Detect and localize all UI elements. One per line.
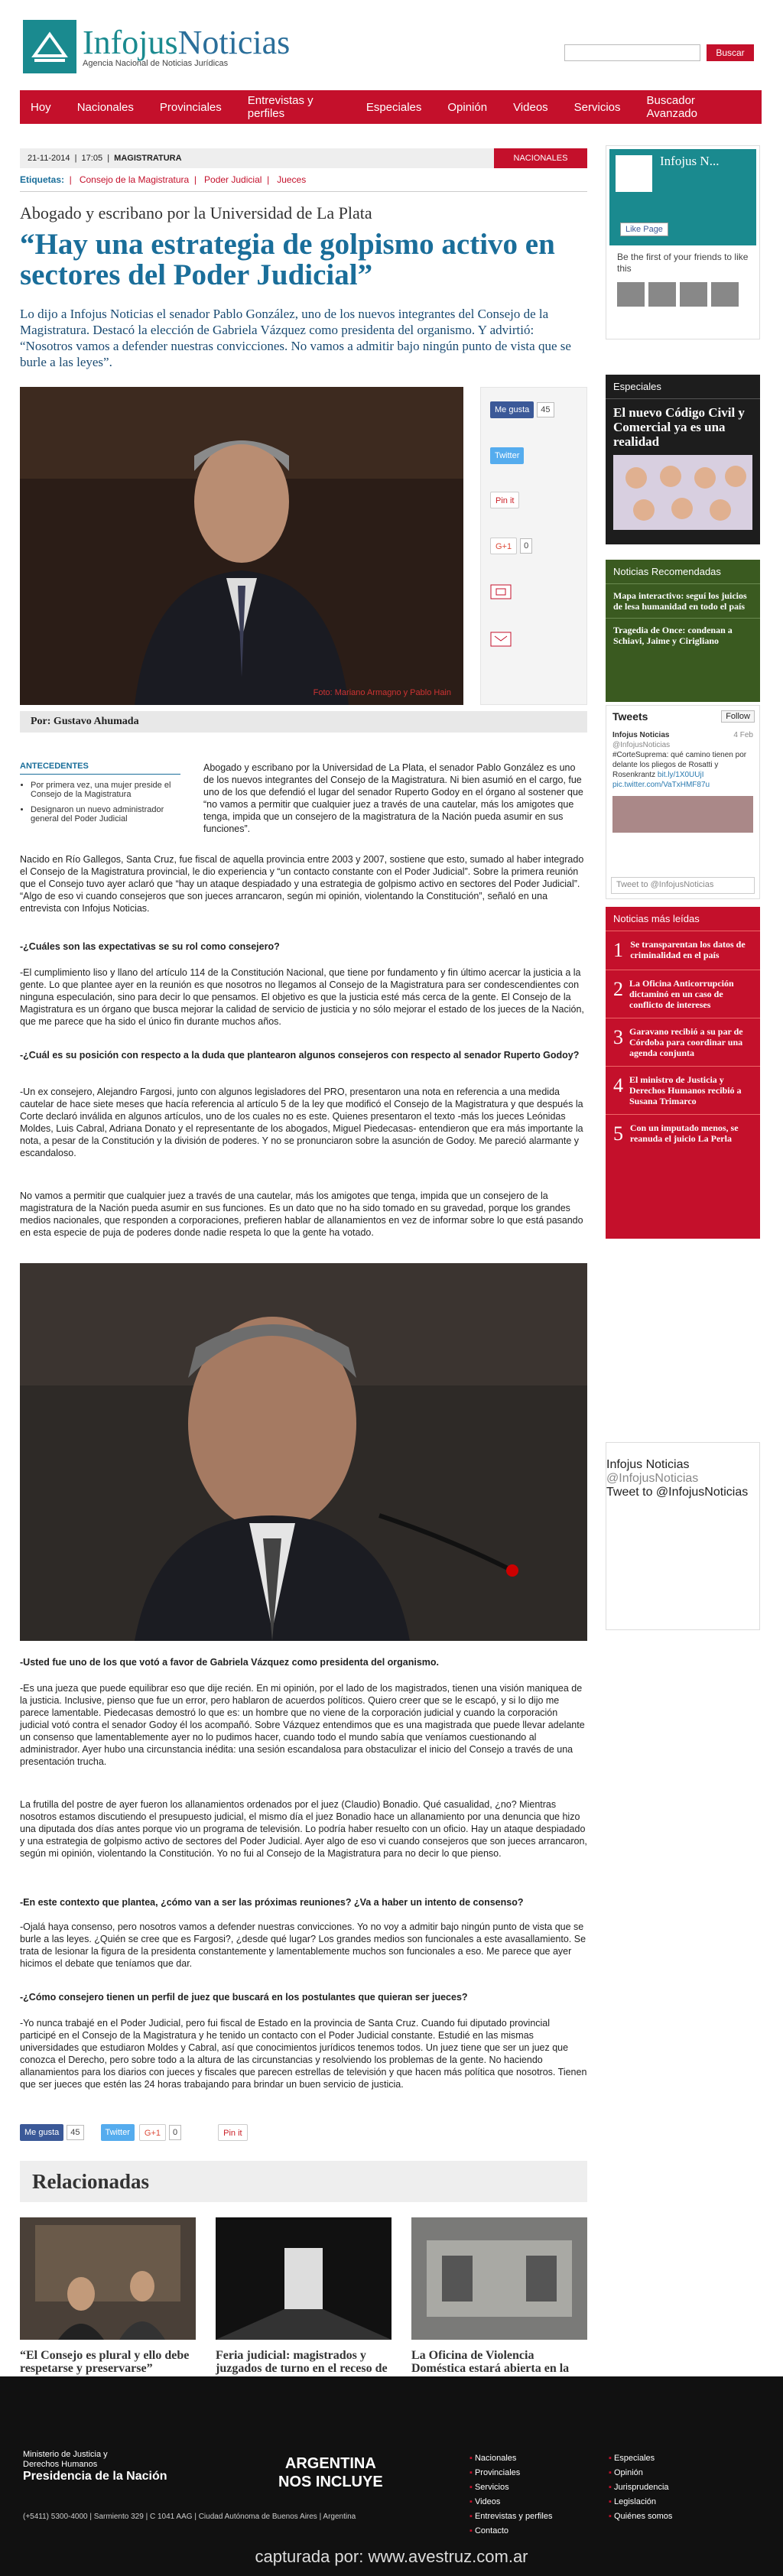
mas-leida-item[interactable]: 4 El ministro de Justicia y Derechos Humanos recibió a Susana Trimarco: [606, 1067, 760, 1115]
email-icon[interactable]: [490, 631, 512, 648]
antecedentes-title: ANTECEDENTES: [20, 762, 180, 775]
footer-slogan: ARGENTINA NOS INCLUYE: [278, 2455, 383, 2490]
article-lead: Lo dijo a Infojus Noticias el senador Pablo González, uno de los nuevos integrantes del Consejo de la Magistratura. Destacó la elección de Gabriela Vázquez como presidenta del organismo. Y advirtió: “Nosotros vamos a defender nuestras convicciones. No vamos a admitir bajo ningún punto de vista que se burle a las leyes”.: [20, 307, 571, 369]
twitter-share-button[interactable]: Twitter: [101, 2124, 135, 2141]
mas-leida-item[interactable]: 3 Garavano recibió a su par de Córdoba para coordinar una agenda conjunta: [606, 1018, 760, 1067]
especiales-title: Especiales: [606, 375, 760, 399]
related-headline[interactable]: La Oficina de Violencia Doméstica estará abierta en la: [411, 2349, 570, 2375]
antecedente-link[interactable]: • Por primera vez, una mujer preside el Consejo de la Magistratura: [31, 781, 180, 799]
nav-item-servicios[interactable]: Servicios: [573, 100, 621, 114]
related-item[interactable]: [20, 2217, 196, 2375]
related-headline[interactable]: “El Consejo es plural y ello debe respetarse y preservarse”: [20, 2349, 190, 2375]
brand-name: InfojusNoticias: [83, 24, 291, 61]
article-paragraph: -El cumplimiento liso y llano del artículo 114 de la Constitución Nacional, que tiene por fundamento y fin último acercar la justicia a la gente. Lo que plantee ayer en la reunión es que nosotros no llegamos al Consejo de la Magistratura para ser condescendientes con ninguna especulación, sino para decir lo que pensamos. El objetivo es que la justicia esté más cerca de la gente. El Consejo de la Magistratura es un órgano que busca mejorar la calidad de servicio de justicia y no sólo mejorar el estado de los jueces de la Nación, que me parece que ha sido el único fin durante muchos años.: [20, 967, 584, 1027]
search-input[interactable]: [564, 44, 700, 61]
main-nav: [20, 90, 762, 124]
interview-question: -¿Cuál es su posición con respecto a la duda que plantearon algunos consejeros con respecto al senador Ruperto Godoy?: [20, 1050, 580, 1061]
interview-question: -¿Cuáles son las expectativas se su rol como consejero?: [20, 941, 280, 952]
article-paragraph: La frutilla del postre de ayer fueron los allanamientos ordenados por el juez (Claudio) Bonadio. Qué casualidad, ¿no? Mientras nosotros estamos discutiendo el presupuesto judicial, el mismo día el juez Bonadio hace un allanamiento por una denuncia que hizo una diputada dos días antes porque vio un programa de televisión. Lo podría haber resuelto con un oficio. Hay un ataque despiadado y una estrategia de golpismo activo de sectores del Poder Judicial. Ayer algo de eso vi cuando consejeros que son jueces arrancaron, según mi opinión, violentando la Constitución. Yo no fui al Consejo de la Magistratura para no decir lo que pienso.: [20, 1799, 587, 1859]
tag-link[interactable]: Jueces: [277, 174, 307, 185]
footer-link[interactable]: ▪ Nacionales: [469, 2451, 552, 2466]
facebook-like-button[interactable]: Me gusta 45: [490, 401, 554, 418]
print-icon[interactable]: [490, 583, 512, 600]
footer-link[interactable]: ▪ Jurisprudencia: [609, 2480, 672, 2495]
nav-item-hoy[interactable]: Hoy: [31, 100, 51, 114]
related-thumbnail: [216, 2217, 392, 2340]
article-meta-bar: 21-11-2014 | 17:05 | MAGISTRATURA NACIONALES: [20, 148, 587, 168]
nav-item-buscador[interactable]: Buscador Avanzado: [646, 94, 697, 120]
tweet-user[interactable]: Infojus Noticias: [606, 1458, 690, 1471]
interview-question: -Usted fue uno de los que votó a favor de Gabriela Vázquez como presidenta del organismo.: [20, 1657, 440, 1668]
footer-link[interactable]: ▪ Legislación: [609, 2495, 672, 2509]
facebook-friend-avatars: [606, 278, 759, 311]
article-tags: Etiquetas: | Consejo de la Magistratura | Poder Judicial | Jueces: [20, 174, 307, 185]
tweet-to-input[interactable]: Tweet to @InfojusNoticias: [611, 877, 755, 894]
article-paragraph: Nacido en Río Gallegos, Santa Cruz, fue fiscal de aquella provincia entre 2003 y 2007, sostiene que esto, sumado al haber integrado el Consejo de la Magistratura provincial, le dio experiencia y “un contacto constante con el Poder Judicial”. Sobre la primera reunión que el Consejo tuvo ayer aclaró que “hay un ataque despiadado y una estrategia de golpismo activo en sectores del Poder Judicial”. “Algo de eso vi cuando consejeros que son jueces arrancaron, según mi opinión, violentando la Constitución”, señaló en una entrevista con Infojus Noticias.: [20, 854, 584, 914]
nav-item-nacionales[interactable]: Nacionales: [76, 100, 134, 114]
facebook-widget-text: Be the first of your friends to like this: [617, 252, 749, 274]
twitter-follow-button[interactable]: Follow: [721, 710, 755, 723]
tweet-handle: @InfojusNoticias: [612, 741, 671, 749]
article-paragraph: -Yo nunca trabajé en el Poder Judicial, pero fui fiscal de Estado en la provincia de Santa Cruz. Cuando fui diputado provincial participé en el Consejo de la Magistratura y he tenido un contacto con el Poder Judicial constante. Estudié en las mismas universidades que estudiaron Moldes y Cabral, así que conocimientos jurídicos tenemos todos. Un juez tiene que ser un juez que conozca el Derecho, pero sobre todo a la altura de las circunstancias y resolviendo los problemas de la gente. No haciendo allanamientos para los diarios con jueces y fiscales que parecen estrellas de televisión y que hacen más política que nosotros. Tienen que ser jueces que estén las 24 horas trabajando para brindar un buen servicio de justicia.: [20, 2018, 587, 2090]
related-thumbnail: [411, 2217, 587, 2340]
nav-item-entrevistas[interactable]: Entrevistas y perfiles: [247, 94, 314, 120]
photo-credit: Foto: Mariano Armagno y Pablo Hain: [313, 688, 451, 697]
twitter-share-button[interactable]: Twitter: [490, 447, 524, 464]
mas-leida-item[interactable]: 5 Con un imputado menos, se reanuda el juicio La Perla: [613, 1122, 739, 1145]
antecedentes-box: [20, 762, 180, 830]
section-badge[interactable]: NACIONALES: [494, 148, 587, 168]
tweet-link[interactable]: bit.ly/1X0UUjI pic.twitter.com/VaTxHMF87u: [612, 771, 710, 789]
share-row: [20, 2124, 248, 2141]
article-paragraph: -Ojalá haya consenso, pero nosotros vamos a defender nuestras convicciones. Yo no voy a admitir bajo ningún punto de vista que se burle a las leyes. ¿Quién se cree que es Fargosi?, ¿desde qué lugar? Los grandes medios son funcionales a este avasallamiento. Se trata de lesionar la figura de la presidenta constantemente y lamentablemente muchos son funcionales a eso. Me parece que ayer hicimos el debate que teníamos que dar.: [20, 1921, 586, 1969]
twitter-widget: [606, 705, 760, 899]
footer-link[interactable]: ▪ Opinión: [609, 2466, 672, 2480]
nav-item-opinion[interactable]: Opinión: [447, 100, 488, 114]
pinterest-button[interactable]: Pin it: [218, 2124, 247, 2141]
footer-link[interactable]: ▪ Quiénes somos: [609, 2509, 672, 2524]
tweet-image[interactable]: [612, 796, 753, 833]
recomendadas-title: Noticias Recomendadas: [606, 560, 760, 584]
facebook-like-page-button[interactable]: Like Page: [620, 223, 668, 236]
mas-leidas-title: Noticias más leídas: [606, 907, 760, 931]
footer-link[interactable]: ▪ Provinciales: [469, 2466, 552, 2480]
interview-question: -En este contexto que plantea, ¿cómo van a ser las próximas reuniones? ¿Va a haber un intento de consenso?: [20, 1897, 524, 1908]
infojus-logo-icon: [23, 20, 76, 73]
recomendada-link[interactable]: Tragedia de Once: condenan a Schiavi, Jaime y Cirigliano: [613, 625, 733, 646]
nav-item-provinciales[interactable]: Provinciales: [159, 100, 222, 114]
tags-label: Etiquetas:: [20, 174, 65, 185]
article-photo-2: [20, 1263, 587, 1641]
site-footer: [0, 2376, 783, 2576]
related-item[interactable]: [216, 2217, 392, 2388]
article-time: 17:05: [81, 154, 103, 163]
footer-ministry: Ministerio de Justicia y Derechos Humanos: [23, 2450, 108, 2469]
article-paragraph: -Un ex consejero, Alejandro Fargosi, junto con algunos legisladores del PRO, presentaron una nota en referencia a una medida cautelar de hace siete meses que hacía referencia al artículo 5 de la ley que modificó el Consejo de la Magistratura y que después la Corte declaró inválida en algunos artículos, uno de los cuales no es este. Quienes presentaron el texto -más los jueces Leónidas Moldes, Luis Cabral, Adriana Donato y el representante de los abogados, Miguel Piedecasas- entendieron que era más importante la nota, a pesar de la Constitución y la división de poderes. Y no se pronunciaron sobre la asunción de Godoy. Me pareció alarmante y escandaloso.: [20, 1087, 583, 1158]
article-date: 21-11-2014: [28, 154, 70, 163]
mas-leida-item[interactable]: 1 Se transparentan los datos de criminalidad en el país: [606, 931, 760, 970]
footer-link[interactable]: ▪ Especiales: [609, 2451, 672, 2466]
google-plus-button[interactable]: G+1 0: [490, 538, 532, 554]
facebook-page-name[interactable]: Infojus N...: [660, 154, 720, 168]
search-button[interactable]: Buscar: [707, 44, 754, 61]
pinterest-button[interactable]: Pin it: [490, 492, 519, 508]
article-title: “Hay una estrategia de golpismo activo en sectores del Poder Judicial”: [20, 228, 555, 291]
antecedente-link[interactable]: • Designaron un nuevo administrador general del Poder Judicial: [31, 805, 180, 823]
recomendada-link[interactable]: Mapa interactivo: seguí los juicios de lesa humanidad en todo el país: [606, 584, 760, 619]
tweet-date: 4 Feb: [733, 731, 753, 739]
tag-link[interactable]: Poder Judicial: [204, 174, 262, 185]
recomendadas-box: [606, 560, 760, 702]
mas-leida-item[interactable]: 2 La Oficina Anticorrupción dictaminó en un caso de conflicto de intereses: [606, 970, 760, 1018]
mas-leidas-box: [606, 907, 760, 1239]
related-headline[interactable]: Feria judicial: magistrados y juzgados de turno en el receso de: [216, 2349, 388, 2375]
related-thumbnail: [20, 2217, 196, 2340]
tweet: [606, 727, 759, 793]
article-section[interactable]: MAGISTRATURA: [114, 154, 182, 163]
footer-link[interactable]: ▪ Entrevistas y perfiles: [469, 2509, 552, 2524]
article-photo: [20, 387, 463, 705]
google-plus-button[interactable]: G+1 0: [139, 2124, 181, 2141]
tweet-to-input[interactable]: Tweet to @InfojusNoticias: [606, 1486, 749, 1499]
twitter-widget-2: [606, 1442, 760, 1630]
footer-link[interactable]: ▪ Contacto: [469, 2524, 552, 2539]
related-title: Relacionadas: [20, 2161, 587, 2202]
tweet-text: #CorteSuprema: qué camino tienen por delante los pliegos de Rosatti y Rosenkrantz: [612, 751, 747, 779]
tag-link[interactable]: Consejo de la Magistratura: [79, 174, 190, 185]
capture-watermark: capturada por: www.avestruz.com.ar: [255, 2547, 528, 2566]
footer-presidency: Presidencia de la Nación: [23, 2470, 167, 2483]
article-intro: Abogado y escribano por la Universidad de La Plata, el senador Pablo González es uno de los nuevos integrantes del Consejo de la Magistratura. Ni bien asumió en el cargo, fue uno de los que defendió el lugar del senador Ruperto Godoy en el órgano al sostener que “no vamos a permitir que cualquier juez a través de una cautelar, más los amigotes que tenga, impida que un consejero de la magistratura de la Nación pueda asumir en sus funciones”.: [203, 762, 583, 834]
footer-link[interactable]: ▪ Servicios: [469, 2480, 552, 2495]
especiales-image[interactable]: [613, 455, 752, 530]
facebook-like-button[interactable]: Me gusta 45: [20, 2124, 84, 2141]
article-paragraph: -Es una jueza que puede equilibrar eso que dije recién. En mi opinión, por el lado de los magistrados, tienen una visión maniquea de la justicia. Inclusive, pienso que fue un error, pero hablaron de acuerdos políticos. Quiero creer que se le escapó, y si lo dijo me parece lamentable. Piedecasas demostró lo que es: un hombre que no viene de la corporación judicial y cuando la corporación judicial votó contra el senador Godoy él los acompañó. Sobre Vázquez entendimos que es una magistrada que puede llevar adelante un consenso que lamentablemente ayer no lo pudimos hacer, cuando todo el mundo sabía que veníamos cuestionando al administrador. Ayer hubo una circunstancia inédita: una sesión escandalosa para obstaculizar el inicio del Consejo a través de una presentación trucha.: [20, 1683, 585, 1767]
article-paragraph: No vamos a permitir que cualquier juez a través de una cautelar, más los amigotes que tenga, impida que un consejero de la magistratura de la Nación pueda asumir en sus funciones. Es un dato que no ha sido tomado en su gravedad, porque los grandes medios nacionales, que responden a corporaciones, prefieren hablar de allanamientos en vez de informar sobre lo que está pasando en esta especie de puja de poderes donde nadie respeta lo que la gente ha votado.: [20, 1191, 583, 1238]
tweet-user[interactable]: Infojus Noticias: [612, 731, 670, 739]
especiales-box: [606, 375, 760, 544]
related-item[interactable]: [411, 2217, 587, 2388]
nav-item-especiales[interactable]: Especiales: [366, 100, 422, 114]
nav-item-videos[interactable]: Videos: [513, 100, 548, 114]
footer-link[interactable]: ▪ Videos: [469, 2495, 552, 2509]
divider: [20, 191, 587, 192]
article-byline: Por: Gustavo Ahumada: [20, 711, 587, 733]
footer-address: (+5411) 5300-4000 | Sarmiento 329 | C 1041 AAG | Ciudad Autónoma de Buenos Aires | Argentina: [23, 2513, 356, 2521]
facebook-widget: [606, 145, 760, 339]
article-kicker: Abogado y escribano por la Universidad de La Plata: [20, 203, 372, 223]
especiales-headline[interactable]: El nuevo Código Civil y Comercial ya es una realidad: [613, 405, 745, 449]
infojus-logo-icon: [614, 154, 654, 193]
brand-tagline: Agencia Nacional de Noticias Jurídicas: [83, 59, 229, 68]
site-logo[interactable]: [23, 20, 290, 73]
interview-question: -¿Cómo consejero tienen un perfil de juez que buscará en los postulantes que quieran ser jueces?: [20, 1992, 468, 2003]
tweets-title: Tweets: [612, 710, 648, 723]
share-panel: [480, 387, 587, 705]
footer-links-b: [609, 2451, 672, 2524]
tweet-handle: @InfojusNoticias: [606, 1472, 699, 1485]
footer-links-a: [469, 2451, 552, 2539]
tweet: [606, 1443, 759, 1486]
